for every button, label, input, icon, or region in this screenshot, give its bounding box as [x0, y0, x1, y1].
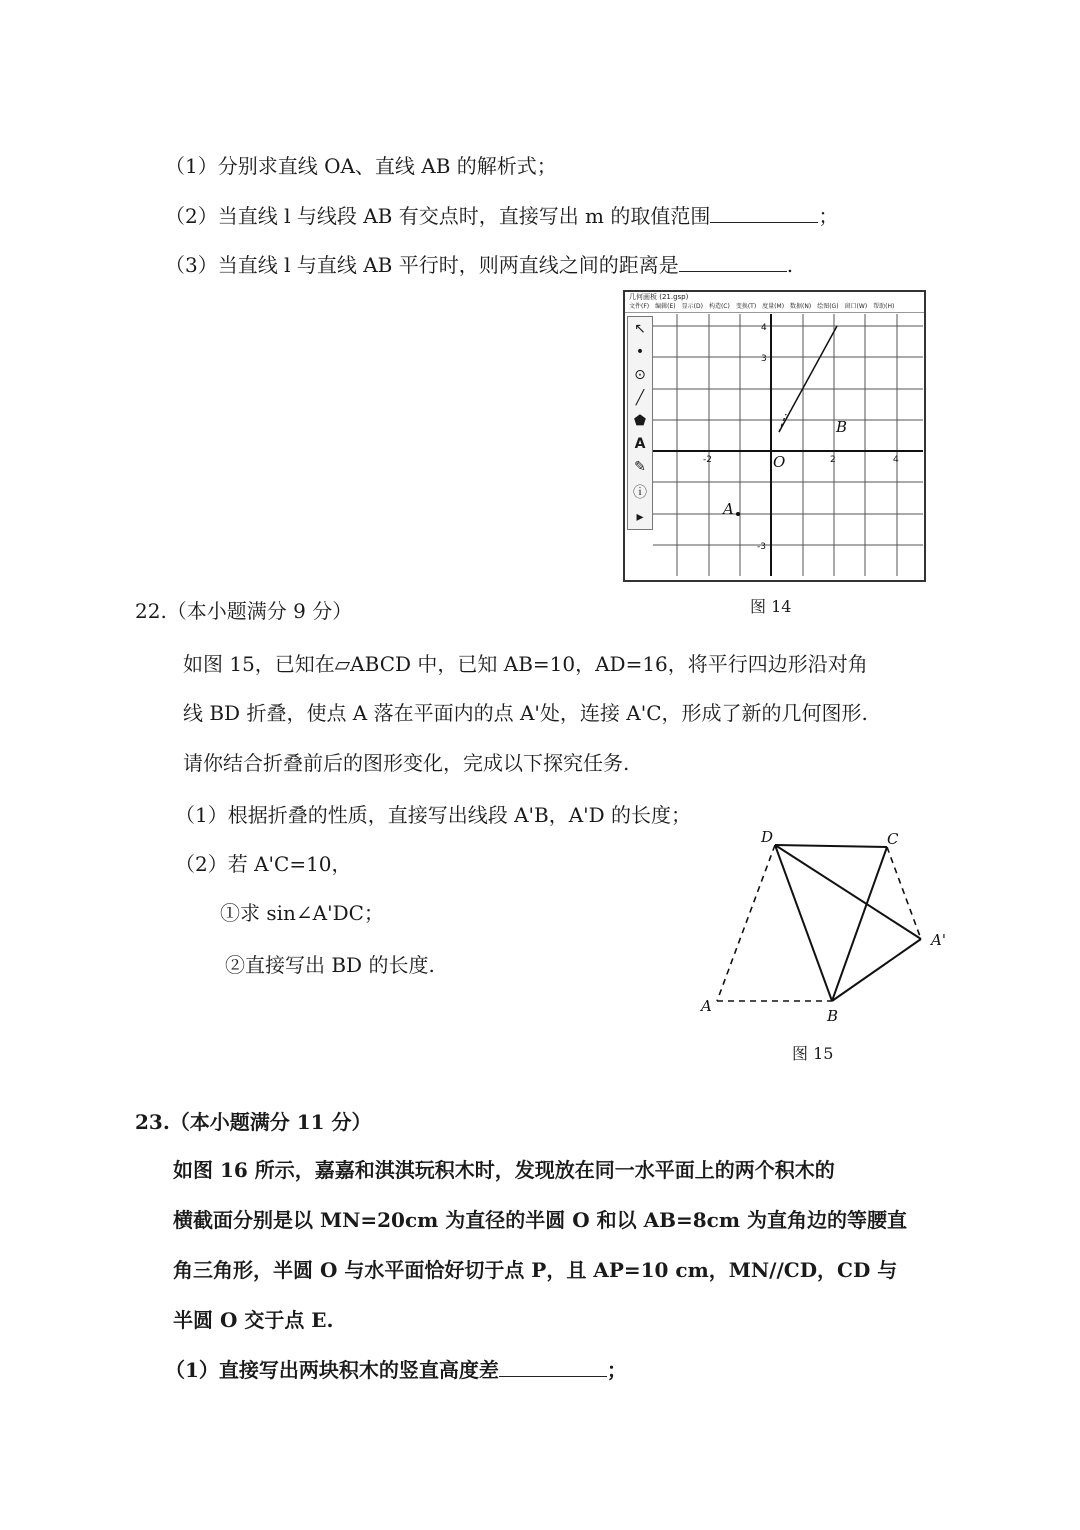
vertex-d-label: D: [761, 828, 774, 846]
window-title: 几何画板 (21.gsp): [629, 293, 689, 301]
menu-item-display[interactable]: 显示(D): [681, 303, 703, 310]
vertex-b-label: B: [827, 1007, 839, 1025]
y-tick-label: 4: [761, 323, 767, 333]
q22-body-line1: 如图 15，已知在▱ABCD 中，已知 AB=10，AD=16，将平行四边形沿对角: [183, 652, 868, 676]
segment-ba1: [832, 939, 921, 1001]
q22-part2: （2）若 A'C=10，: [175, 852, 352, 876]
vertex-a-label: A: [701, 997, 712, 1015]
q21-part3-text: （3）当直线 l 与直线 AB 平行时，则两直线之间的距离是: [165, 253, 679, 277]
q23-part1-text: （1）直接写出两块积木的竖直高度差: [165, 1358, 499, 1382]
menu-item-data[interactable]: 数据(N): [790, 303, 812, 310]
q22-body-line3: 请你结合折叠前后的图形变化，完成以下探究任务.: [183, 751, 630, 775]
q23-body-line3: 角三角形，半圆 O 与水平面恰好切于点 P，且 AP=10 cm，MN//CD，CD 与: [173, 1258, 898, 1282]
q22-sub1: ①求 sin∠A'DC；: [220, 901, 384, 925]
x-tick-label: -2: [703, 455, 712, 465]
q23-body-line2: 横截面分别是以 MN=20cm 为直径的半圆 O 和以 AB=8cm 为直角边的等腰直: [173, 1208, 907, 1232]
menu-bar: [625, 302, 924, 313]
q23-part1: [165, 1357, 627, 1383]
point-b-label: B: [836, 418, 848, 436]
segment-cb: [832, 847, 887, 1001]
x-tick-label: 2: [830, 455, 836, 465]
q22-header: 22.（本小题满分 9 分）: [135, 599, 353, 623]
q22-sub2: ②直接写出 BD 的长度.: [225, 953, 435, 977]
coordinate-grid[interactable]: [653, 314, 923, 578]
menu-item-window[interactable]: 窗口(W): [844, 303, 868, 310]
answer-blank[interactable]: [710, 204, 818, 223]
q21-part3-end: .: [786, 253, 794, 277]
arrow-tool-icon[interactable]: ↖: [634, 320, 646, 337]
custom-tool-icon[interactable]: ▸: [636, 509, 644, 526]
figure-15-caption: 图 15: [792, 1044, 834, 1063]
menu-item-file[interactable]: 文件(F): [629, 303, 650, 310]
vertex-a1-label: A': [931, 931, 946, 949]
info-tool-icon[interactable]: ⓘ: [633, 485, 647, 502]
line-oa-segment: [779, 326, 837, 432]
pen-tool-icon[interactable]: ✎: [634, 459, 646, 476]
text-tool-icon[interactable]: A: [634, 436, 646, 453]
q21-part2-text: （2）当直线 l 与线段 AB 有交点时，直接写出 m 的取值范围: [165, 204, 711, 228]
tool-palette: [627, 316, 653, 530]
q21-part2: [165, 203, 838, 229]
vertex-c-label: C: [887, 830, 899, 848]
figure-14-caption: 图 14: [750, 597, 792, 616]
dashed-extension: [779, 414, 786, 432]
y-tick-label: -3: [757, 542, 766, 552]
q21-part1: （1）分别求直线 OA、直线 AB 的解析式；: [165, 154, 557, 178]
polygon-tool-icon[interactable]: ⬟: [633, 412, 647, 429]
answer-blank[interactable]: [499, 1358, 607, 1377]
menu-item-help[interactable]: 帮助(H): [873, 303, 895, 310]
segment-da-dashed: [717, 845, 775, 1001]
q21-part2-end: ；: [818, 204, 839, 228]
menu-item-transform[interactable]: 变换(T): [735, 303, 757, 310]
menu-item-measure[interactable]: 度量(M): [762, 303, 785, 310]
q21-part3: [165, 252, 793, 278]
q23-part1-end: ；: [606, 1358, 627, 1382]
segment-da1: [775, 845, 921, 939]
menu-item-construct[interactable]: 构造(C): [708, 303, 730, 310]
y-tick-label: 3: [761, 354, 767, 364]
point-a-label: A: [723, 500, 734, 518]
circle-tool-icon[interactable]: ⊙: [634, 366, 646, 383]
q22-part1: （1）根据折叠的性质，直接写出线段 A'B，A'D 的长度；: [175, 803, 692, 827]
origin-label: O: [773, 453, 786, 471]
segment-dc: [775, 845, 887, 847]
answer-blank[interactable]: [679, 253, 787, 272]
q23-body-line4: 半圆 O 交于点 E.: [173, 1308, 334, 1332]
menu-item-edit[interactable]: 编辑(E): [655, 303, 676, 310]
point-a[interactable]: [736, 512, 740, 516]
q23-header: 23.（本小题满分 11 分）: [135, 1110, 372, 1134]
point-tool-icon[interactable]: •: [635, 343, 645, 360]
figure-14-geometry-window: [623, 290, 926, 582]
line-tool-icon[interactable]: ╱: [635, 389, 645, 406]
figure-15-parallelogram: [695, 825, 955, 1025]
x-tick-label: 4: [893, 455, 899, 465]
menu-item-graph[interactable]: 绘图(G): [817, 303, 839, 310]
q22-body-line2: 线 BD 折叠，使点 A 落在平面内的点 A'处，连接 A'C，形成了新的几何图形.: [183, 701, 868, 725]
segment-ca1-dashed: [887, 847, 921, 939]
segment-db: [775, 845, 832, 1001]
q23-body-line1: 如图 16 所示，嘉嘉和淇淇玩积木时，发现放在同一水平面上的两个积木的: [173, 1158, 835, 1182]
